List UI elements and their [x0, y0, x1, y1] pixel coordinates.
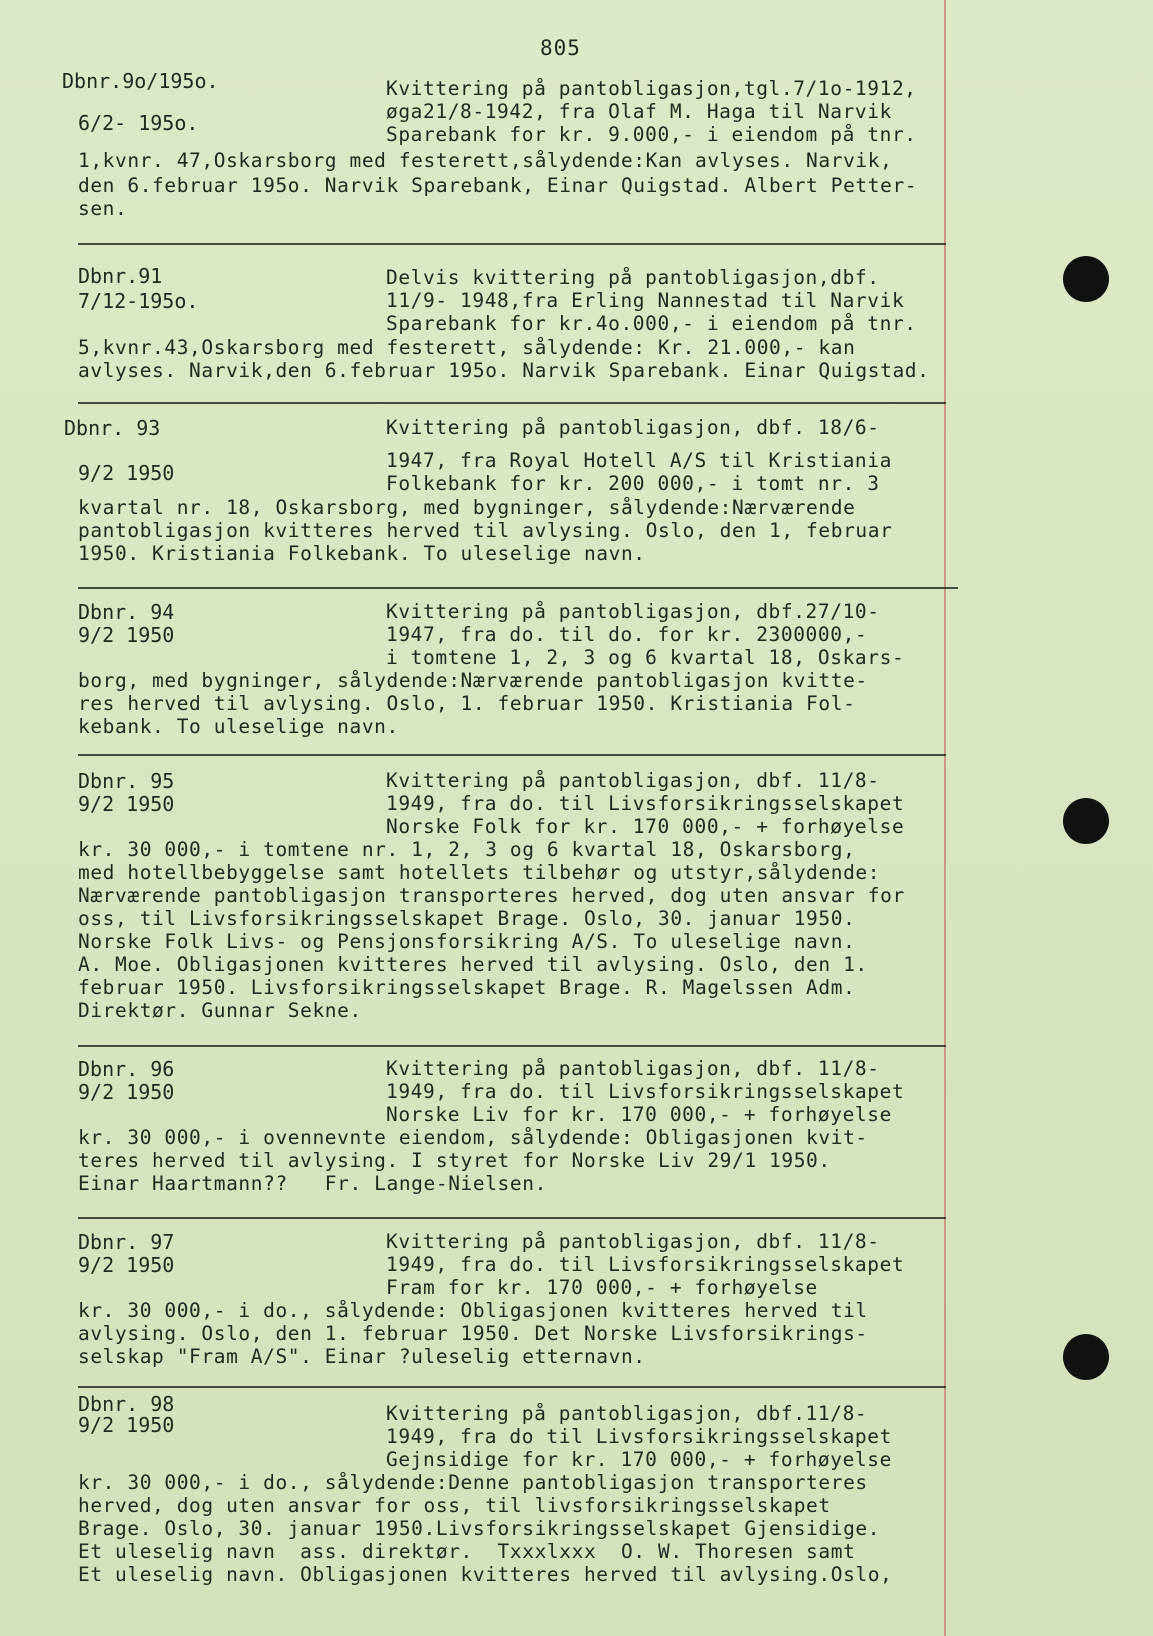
entry-number: Dbnr. 95 — [78, 769, 175, 793]
entry-date: 9/2 1950 — [78, 1253, 175, 1277]
punch-hole-icon — [1063, 1334, 1109, 1380]
entry-line: Kvittering på pantobligasjon, dbf.27/10- — [386, 600, 880, 623]
entry-line: Gejnsidige for kr. 170 000,- + forhøyelse — [386, 1448, 892, 1471]
entry-line: Sparebank for kr.4o.000,- i eiendom på tnr. — [386, 312, 917, 335]
entry-date: 9/2 1950 — [78, 623, 175, 647]
page-number: 805 — [540, 36, 581, 60]
entry-line: herved, dog uten ansvar for oss, til livsforsikringsselskapet — [78, 1494, 831, 1517]
entry-line: A. Moe. Obligasjonen kvitteres herved til avlysing. Oslo, den 1. — [78, 953, 868, 976]
entry-line: Et uleselig navn. Obligasjonen kvitteres herved til avlysing.Oslo, — [78, 1563, 893, 1586]
entry-date: 7/12-195o. — [78, 289, 199, 313]
entry-line: Kvittering på pantobligasjon, dbf.11/8- — [386, 1402, 868, 1425]
entry-date: 9/2 1950 — [78, 792, 175, 816]
entry-line: 5,kvnr.43,Oskarsborg med festerett, sålydende: Kr. 21.000,- kan — [78, 336, 856, 359]
entry-line: kr. 30 000,- i ovennevnte eiendom, sålydende: Obligasjonen kvit- — [78, 1126, 868, 1149]
entry-line: Brage. Oslo, 30. januar 1950.Livsforsikringsselskapet Gjensidige. — [78, 1517, 881, 1540]
entry-line: Einar Haartmann?? Fr. Lange-Nielsen. — [78, 1172, 547, 1195]
entry-line: kr. 30 000,- i tomtene nr. 1, 2, 3 og 6 kvartal 18, Oskarsborg, — [78, 838, 856, 861]
entry-line: den 6.februar 195o. Narvik Sparebank, Einar Quigstad. Albert Petter- — [78, 174, 918, 197]
entry-line: 1947, fra Royal Hotell A/S til Kristiania — [386, 449, 892, 472]
entry-divider — [78, 1045, 946, 1047]
margin-line — [944, 0, 946, 1636]
entry-line: Fram for kr. 170 000,- + forhøyelse — [386, 1276, 818, 1299]
entry-line: 1950. Kristiania Folkebank. To uleselige navn. — [78, 542, 646, 565]
entry-line: Norske Liv for kr. 170 000,- + forhøyelse — [386, 1103, 892, 1126]
entry-line: Kvittering på pantobligasjon,tgl.7/1o-1912, — [386, 77, 917, 100]
entry-number: Dbnr. 97 — [78, 1230, 175, 1254]
entry-line: kvartal nr. 18, Oskarsborg, med bygninger, sålydende:Nærværende — [78, 496, 856, 519]
entry-line: Et uleselig navn ass. direktør. Txxxlxxx O. W. Thoresen samt — [78, 1540, 856, 1563]
entry-line: februar 1950. Livsforsikringsselskapet Brage. R. Magelssen Adm. — [78, 976, 856, 999]
entry-line: Sparebank for kr. 9.000,- i eiendom på tnr. — [386, 123, 917, 146]
entry-line: kr. 30 000,- i do., sålydende: Obligasjonen kvitteres herved til — [78, 1299, 868, 1322]
entry-line: Folkebank for kr. 200 000,- i tomt nr. 3 — [386, 472, 880, 495]
entry-line: 1949, fra do. til Livsforsikringsselskapet — [386, 1253, 905, 1276]
entry-line: Direktør. Gunnar Sekne. — [78, 999, 362, 1022]
entry-line: 11/9- 1948,fra Erling Nannestad til Narvik — [386, 289, 905, 312]
entry-divider — [78, 402, 946, 404]
entry-line: kebank. To uleselige navn. — [78, 715, 399, 738]
entry-line: selskap "Fram A/S". Einar ?uleselig etternavn. — [78, 1345, 646, 1368]
entry-line: 1,kvnr. 47,Oskarsborg med festerett,sålydende:Kan avlyses. Narvik, — [78, 149, 893, 172]
entry-line: teres herved til avlysing. I styret for Norske Liv 29/1 1950. — [78, 1149, 831, 1172]
entry-line: Kvittering på pantobligasjon, dbf. 11/8- — [386, 1057, 880, 1080]
entry-line: sen. — [78, 197, 128, 220]
entry-line: 1949, fra do. til Livsforsikringsselskapet — [386, 1080, 905, 1103]
entry-line: oss, til Livsforsikringsselskapet Brage. Oslo, 30. januar 1950. — [78, 907, 856, 930]
entry-line: Nærværende pantobligasjon transporteres herved, dog uten ansvar for — [78, 884, 905, 907]
entry-line: Norske Folk for kr. 170 000,- + forhøyelse — [386, 815, 905, 838]
entry-number: Dbnr.9o/195o. — [62, 69, 219, 93]
entry-line: Norske Folk Livs- og Pensjonsforsikring A/S. To uleselige navn. — [78, 930, 856, 953]
entry-number: Dbnr.91 — [78, 264, 163, 288]
entry-line: med hotellbebyggelse samt hotellets tilbehør og utstyr,sålydende: — [78, 861, 881, 884]
entry-line: pantobligasjon kvitteres herved til avlysing. Oslo, den 1, februar — [78, 519, 893, 542]
entry-divider — [78, 243, 946, 245]
entry-date: 9/2 1950 — [78, 1413, 175, 1437]
entry-date: 9/2 1950 — [78, 1080, 175, 1104]
entry-line: kr. 30 000,- i do., sålydende:Denne pantobligasjon transporteres — [78, 1471, 868, 1494]
punch-hole-icon — [1063, 798, 1109, 844]
entry-line: avlysing. Oslo, den 1. februar 1950. Det Norske Livsforsikrings- — [78, 1322, 868, 1345]
entry-number: Dbnr. 98 — [78, 1392, 175, 1416]
entry-line: avlyses. Narvik,den 6.februar 195o. Narvik Sparebank. Einar Quigstad. — [78, 359, 930, 382]
entry-line: i tomtene 1, 2, 3 og 6 kvartal 18, Oskars- — [386, 646, 905, 669]
entry-number: Dbnr. 96 — [78, 1057, 175, 1081]
entry-number: Dbnr. 94 — [78, 600, 175, 624]
entry-line: øga21/8-1942, fra Olaf M. Haga til Narvik — [386, 100, 892, 123]
entry-line: borg, med bygninger, sålydende:Nærværende pantobligasjon kvitte- — [78, 669, 868, 692]
entry-line: 1947, fra do. til do. for kr. 2300000,- — [386, 623, 868, 646]
entry-line: Kvittering på pantobligasjon, dbf. 11/8- — [386, 1230, 880, 1253]
punch-hole-icon — [1063, 256, 1109, 302]
entry-divider — [78, 1386, 946, 1388]
entry-line: Delvis kvittering på pantobligasjon,dbf. — [386, 266, 880, 289]
entry-line: 1949, fra do. til Livsforsikringsselskapet — [386, 792, 905, 815]
entry-divider — [78, 587, 958, 589]
entry-line: Kvittering på pantobligasjon, dbf. 11/8- — [386, 769, 880, 792]
entry-line: 1949, fra do til Livsforsikringsselskapet — [386, 1425, 892, 1448]
entry-line: res herved til avlysing. Oslo, 1. februar 1950. Kristiania Fol- — [78, 692, 856, 715]
entry-number: Dbnr. 93 — [64, 416, 161, 440]
entry-divider — [78, 754, 946, 756]
entry-date: 6/2- 195o. — [78, 111, 199, 135]
entry-divider — [78, 1217, 946, 1219]
entry-line: Kvittering på pantobligasjon, dbf. 18/6- — [386, 416, 880, 439]
entry-date: 9/2 1950 — [78, 461, 175, 485]
